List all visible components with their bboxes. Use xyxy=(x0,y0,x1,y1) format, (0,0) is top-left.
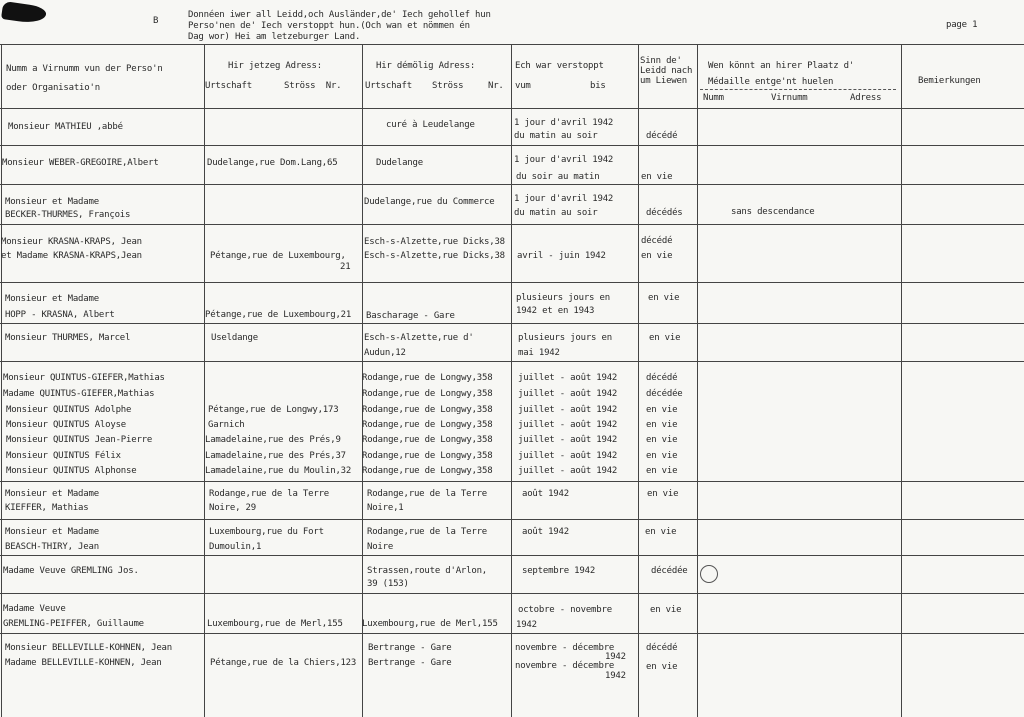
hidden-period: septembre 1942 xyxy=(522,566,596,576)
person-name: Monsieur QUINTUS-GIEFER,Mathias xyxy=(3,373,165,383)
col-sense-line3: um Liewen xyxy=(640,76,687,86)
hidden-period: juillet - août 1942 xyxy=(518,389,618,399)
current-address: Pétange,rue de Luxembourg,21 xyxy=(205,310,352,320)
hidden-period: avril - juin 1942 xyxy=(517,251,606,261)
hidden-period-year: 1942 xyxy=(605,652,626,662)
col-medal-line2: Médaille entge'nt huelen xyxy=(708,77,834,87)
former-address: Strassen,route d'Arlon, xyxy=(367,566,488,576)
status: en vie xyxy=(646,420,678,430)
person-name: Monsieur et Madame xyxy=(5,197,99,207)
hidden-period: août 1942 xyxy=(522,489,569,499)
former-address-line2: Esch-s-Alzette,rue Dicks,38 xyxy=(364,251,505,261)
person-name: Monsieur KRASNA-KRAPS, Jean xyxy=(1,237,142,247)
hidden-period: juillet - août 1942 xyxy=(518,405,618,415)
current-address: Lamadelaine,rue des Prés,9 xyxy=(205,435,341,445)
person-name: Monsieur et Madame xyxy=(5,527,99,537)
col-former-sub1: Urtschaft xyxy=(365,81,412,91)
current-address: Pétange,rue de Longwy,173 xyxy=(208,405,339,415)
col-sense-line1: Sinn de' xyxy=(640,56,682,66)
former-address: Luxembourg,rue de Merl,155 xyxy=(362,619,498,629)
col-current-sub2: Ströss Nr. xyxy=(284,81,342,91)
former-address-line2: Audun,12 xyxy=(364,348,406,358)
status: décédé xyxy=(646,373,678,383)
hidden-period: 1 jour d'avril 1942 xyxy=(514,118,614,128)
former-address: Rodange,rue de Longwy,358 xyxy=(362,466,493,476)
hidden-period-line2: 1942 et en 1943 xyxy=(516,306,595,316)
intro-line-3: Dag wor) Hei am letzeburger Land. xyxy=(188,32,361,42)
person-name-line2: BEASCH-THIRY, Jean xyxy=(5,542,99,552)
person-name: Madame Veuve GREMLING Jos. xyxy=(3,566,139,576)
hidden-period: juillet - août 1942 xyxy=(518,466,618,476)
current-address: Pétange,rue de Luxembourg, xyxy=(210,251,346,261)
person-name: Monsieur QUINTUS Alphonse xyxy=(6,466,137,476)
current-address: Rodange,rue de la Terre xyxy=(209,489,330,499)
col-name-line1: Numm a Virnumm vun der Perso'n xyxy=(6,64,163,74)
person-name-line2: Madame BELLEVILLE-KOHNEN, Jean xyxy=(5,658,162,668)
col-former-title: Hir démölig Adress: xyxy=(376,61,476,71)
hidden-period-line2: du matin au soir xyxy=(514,131,598,141)
former-address: Rodange,rue de Longwy,358 xyxy=(362,435,493,445)
person-name: Monsieur BELLEVILLE-KOHNEN, Jean xyxy=(5,643,172,653)
status: en vie xyxy=(645,527,677,537)
former-address-line2: 39 (153) xyxy=(367,579,409,589)
col-remarks: Bemierkungen xyxy=(918,76,981,86)
col-current-title: Hir jetzeg Adress: xyxy=(228,61,322,71)
intro-line-2: Perso'nen de' Iech verstoppt hun.(Och wan et nömmen én xyxy=(188,21,470,31)
hidden-period-year-line2: 1942 xyxy=(605,671,626,681)
hidden-period: 1 jour d'avril 1942 xyxy=(514,194,614,204)
person-name: Monsieur MATHIEU ,abbé xyxy=(8,122,123,132)
person-name: Madame QUINTUS-GIEFER,Mathias xyxy=(3,389,155,399)
current-address: Pétange,rue de la Chiers,123 xyxy=(210,658,357,668)
hidden-period-line2: mai 1942 xyxy=(518,348,560,358)
hidden-period-line2: du matin au soir xyxy=(514,208,598,218)
col-medal-line1: Wen könnt an hirer Plaatz d' xyxy=(708,61,855,71)
former-address: Rodange,rue de Longwy,358 xyxy=(362,451,493,461)
col-hidden-title: Ech war verstoppt xyxy=(515,61,604,71)
former-address: Dudelange xyxy=(376,158,423,168)
col-former-sub3: Nr. xyxy=(488,81,504,91)
hidden-period: plusieurs jours en xyxy=(518,333,612,343)
status: en vie xyxy=(646,451,678,461)
hidden-period: plusieurs jours en xyxy=(516,293,610,303)
current-address: Luxembourg,rue de Merl,155 xyxy=(207,619,343,629)
status-line2: en vie xyxy=(641,251,673,261)
person-name: Monsieur QUINTUS Félix xyxy=(6,451,121,461)
current-address-line2: 21 xyxy=(340,262,351,272)
person-name: Monsieur QUINTUS Aloyse xyxy=(6,420,127,430)
status: en vie xyxy=(647,489,679,499)
former-address: curé à Leudelange xyxy=(386,120,475,130)
status: décédés xyxy=(646,208,683,218)
person-name: Monsieur QUINTUS Adolphe xyxy=(6,405,132,415)
col-medal-sub3: Adress xyxy=(850,93,882,103)
hidden-period: 1 jour d'avril 1942 xyxy=(514,155,614,165)
hidden-period-line2: du soir au matin xyxy=(516,172,600,182)
status: décédée xyxy=(646,389,683,399)
document-letter: B xyxy=(153,16,159,26)
person-name: Monsieur THURMES, Marcel xyxy=(5,333,131,343)
status: en vie xyxy=(650,605,682,615)
former-address: Esch-s-Alzette,rue Dicks,38 xyxy=(364,237,505,247)
hidden-period: août 1942 xyxy=(522,527,569,537)
former-address-line2: Bertrange - Gare xyxy=(368,658,452,668)
current-address-line2: Dumoulin,1 xyxy=(209,542,262,552)
person-name-line2: et Madame KRASNA-KRAPS,Jean xyxy=(1,251,142,261)
status: décédé xyxy=(641,236,673,246)
current-address: Garnich xyxy=(208,420,245,430)
person-name: Madame Veuve xyxy=(3,604,66,614)
current-address: Lamadelaine,rue des Prés,37 xyxy=(205,451,346,461)
current-address: Luxembourg,rue du Fort xyxy=(209,527,324,537)
current-address: Lamadelaine,rue du Moulin,32 xyxy=(205,466,352,476)
status: décédée xyxy=(651,566,688,576)
status: décédé xyxy=(646,131,678,141)
former-address-line2: Noire xyxy=(367,542,394,552)
former-address: Rodange,rue de la Terre xyxy=(367,489,488,499)
current-address: Dudelange,rue Dom.Lang,65 xyxy=(207,158,338,168)
page-number: page 1 xyxy=(946,20,978,30)
status: en vie xyxy=(646,435,678,445)
former-address: Rodange,rue de Longwy,358 xyxy=(362,389,493,399)
col-hidden-from: vum xyxy=(515,81,531,91)
medal-note: sans descendance xyxy=(731,207,815,217)
hidden-period: juillet - août 1942 xyxy=(518,420,618,430)
status: en vie xyxy=(646,466,678,476)
person-name: Monsieur et Madame xyxy=(5,489,99,499)
person-name: Monsieur WEBER-GREGOIRE,Albert xyxy=(2,158,159,168)
person-name: Monsieur QUINTUS Jean-Pierre xyxy=(6,435,153,445)
hidden-period-line2: novembre - décembre xyxy=(515,661,615,671)
current-address-line2: Noire, 29 xyxy=(209,503,256,513)
intro-line-1: Donnéen iwer all Leidd,och Ausländer,de' Iech gehollef hun xyxy=(188,10,491,20)
handwritten-circle-mark xyxy=(700,565,718,583)
hidden-period: juillet - août 1942 xyxy=(518,435,618,445)
person-name-line2: BECKER-THURMES, François xyxy=(5,210,131,220)
former-address: Rodange,rue de Longwy,358 xyxy=(362,405,493,415)
former-address: Rodange,rue de Longwy,358 xyxy=(362,420,493,430)
col-medal-sub2: Virnumm xyxy=(771,93,808,103)
person-name-line2: KIEFFER, Mathias xyxy=(5,503,89,513)
former-address: Dudelange,rue du Commerce xyxy=(364,197,495,207)
former-address: Rodange,rue de la Terre xyxy=(367,527,488,537)
status: en vie xyxy=(648,293,680,303)
col-hidden-to: bis xyxy=(590,81,606,91)
status: en vie xyxy=(641,172,673,182)
hidden-period-line2: 1942 xyxy=(516,620,537,630)
ink-blot xyxy=(1,1,47,25)
former-address: Bertrange - Gare xyxy=(368,643,452,653)
former-address-line2: Noire,1 xyxy=(367,503,404,513)
status: en vie xyxy=(646,405,678,415)
col-medal-sub1: Numm xyxy=(703,93,724,103)
person-name-line2: GREMLING-PEIFFER, Guillaume xyxy=(3,619,144,629)
person-name-line2: HOPP - KRASNA, Albert xyxy=(5,310,115,320)
former-address: Rodange,rue de Longwy,358 xyxy=(362,373,493,383)
hidden-period: octobre - novembre xyxy=(518,605,612,615)
col-current-sub1: Urtschaft xyxy=(205,81,252,91)
hidden-period: juillet - août 1942 xyxy=(518,451,618,461)
col-sense-line2: Leidd nach xyxy=(640,66,693,76)
status-line2: en vie xyxy=(646,662,678,672)
person-name: Monsieur et Madame xyxy=(5,294,99,304)
hidden-period: novembre - décembre xyxy=(515,643,615,653)
former-address: Esch-s-Alzette,rue d' xyxy=(364,333,474,343)
col-former-sub2: Ströss xyxy=(432,81,464,91)
current-address: Useldange xyxy=(211,333,258,343)
col-name-line2: oder Organisatio'n xyxy=(6,83,100,93)
hidden-period: juillet - août 1942 xyxy=(518,373,618,383)
status: en vie xyxy=(649,333,681,343)
status: décédé xyxy=(646,643,678,653)
former-address: Bascharage - Gare xyxy=(366,311,455,321)
